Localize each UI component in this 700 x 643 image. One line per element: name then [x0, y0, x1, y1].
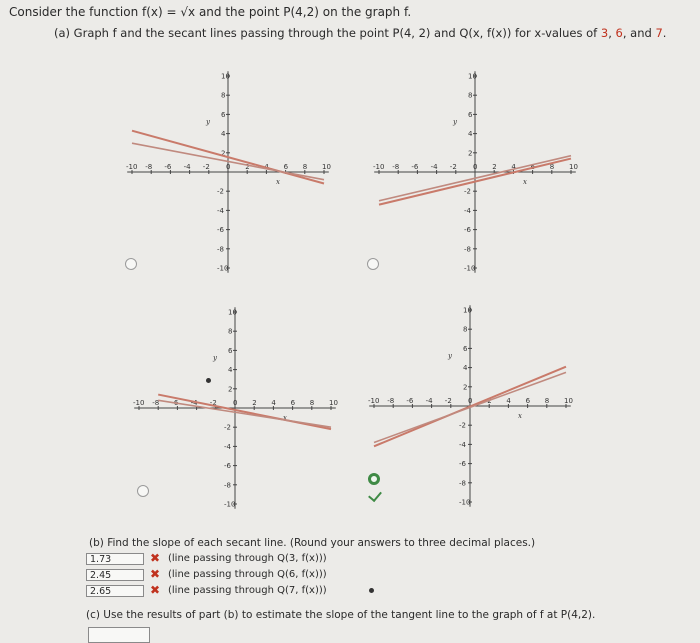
- x-axis-name: x: [523, 178, 527, 186]
- y-tick-label: 10: [468, 72, 477, 81]
- y-tick-label: -6: [464, 226, 471, 235]
- y-tick-label: 2: [221, 149, 226, 158]
- y-tick-label: -4: [217, 206, 224, 215]
- y-tick-label: -6: [224, 462, 231, 471]
- y-tick-label: 8: [468, 91, 473, 100]
- y-tick-label: -4: [224, 442, 231, 451]
- y-tick-label: -8: [217, 245, 224, 254]
- x-tick-label: 2: [245, 163, 250, 171]
- x-tick-label: -10: [126, 163, 138, 171]
- y-tick-label: 10: [228, 308, 237, 317]
- answer-input-part-c[interactable]: [88, 627, 150, 643]
- y-tick-label: 2: [468, 149, 473, 158]
- secant-line: [158, 400, 331, 427]
- x-tick-label: -8: [152, 399, 160, 407]
- y-tick-label: 10: [221, 72, 230, 81]
- incorrect-x-icon: ✖: [150, 567, 161, 581]
- x-tick-label: 4: [511, 163, 516, 171]
- y-tick-label: -6: [217, 226, 224, 235]
- x-tick-label: 6: [290, 399, 296, 407]
- x-tick-label: 2: [492, 163, 497, 171]
- y-tick-label: -4: [459, 440, 466, 449]
- answer-label-3: (line passing through Q(7, f(x))): [168, 585, 327, 596]
- x-tick-label: 2: [487, 397, 492, 405]
- x-tick-label: 4: [506, 397, 511, 405]
- answer-label-1: (line passing through Q(3, f(x))): [168, 553, 327, 564]
- x-axis-name: x: [283, 414, 287, 422]
- x-tick-label: 8: [302, 163, 308, 171]
- x-tick-label: -4: [183, 163, 191, 171]
- y-tick-label: -8: [224, 481, 231, 490]
- radio-button-option-2[interactable]: [367, 258, 379, 270]
- x-value-3: 7: [655, 26, 663, 40]
- y-tick-label: 6: [228, 346, 233, 355]
- y-tick-label: 8: [221, 91, 226, 100]
- x-tick-label: 0: [233, 399, 238, 407]
- question-title: Consider the function f(x) = √x and the point P(4,2) on the graph f.: [9, 5, 412, 19]
- x-tick-label: -10: [368, 397, 380, 405]
- y-tick-label: -2: [217, 187, 224, 196]
- x-tick-label: 10: [322, 163, 331, 171]
- y-tick-label: 4: [463, 364, 468, 373]
- y-tick-label: -8: [459, 479, 466, 488]
- answer-input-3[interactable]: 2.65: [86, 585, 144, 597]
- y-tick-label: 8: [228, 327, 233, 336]
- x-value-2: 6: [615, 26, 623, 40]
- graph-option-2[interactable]: [360, 62, 600, 292]
- answer-input-2[interactable]: 2.45: [86, 569, 144, 581]
- y-tick-label: 6: [468, 110, 473, 119]
- x-tick-label: 4: [264, 163, 269, 171]
- radio-button-option-4-selected[interactable]: [368, 473, 380, 485]
- separator: ,: [608, 26, 616, 40]
- part-a-text: (a) Graph f and the secant lines passing through the point P(4, 2) and Q(x, f(x)) for x-values of: [54, 26, 601, 40]
- x-tick-label: 6: [525, 397, 531, 405]
- y-tick-label: -2: [464, 187, 471, 196]
- x-value-1: 3: [600, 26, 609, 40]
- x-tick-label: 0: [473, 163, 478, 171]
- coordinate-plane: [355, 286, 595, 516]
- x-tick-label: -10: [373, 163, 385, 171]
- y-tick-label: -4: [464, 206, 471, 215]
- y-axis-name: y: [448, 352, 452, 360]
- part-b-instruction: (b) Find the slope of each secant line. (Round your answers to three decimal places.): [89, 537, 536, 549]
- x-tick-label: 6: [530, 163, 536, 171]
- incorrect-x-icon: ✖: [150, 583, 161, 597]
- x-tick-label: -2: [449, 163, 457, 171]
- x-tick-label: 8: [549, 163, 555, 171]
- x-axis-name: x: [518, 412, 522, 420]
- graph-option-3[interactable]: [125, 298, 365, 528]
- y-tick-label: 4: [228, 366, 233, 375]
- x-tick-label: -6: [164, 163, 172, 171]
- x-tick-label: 8: [309, 399, 315, 407]
- y-tick-label: 6: [463, 344, 468, 353]
- y-tick-label: -2: [459, 421, 466, 430]
- x-tick-label: 4: [271, 399, 276, 407]
- graph-option-4[interactable]: [355, 286, 595, 516]
- graph-option-1[interactable]: [115, 62, 355, 292]
- x-tick-label: -6: [406, 397, 414, 405]
- y-tick-label: 2: [463, 383, 468, 392]
- x-tick-label: -2: [444, 397, 452, 405]
- x-tick-label: -8: [392, 163, 400, 171]
- x-tick-label: 10: [329, 399, 338, 407]
- x-tick-label: 8: [544, 397, 550, 405]
- coordinate-plane: [115, 62, 355, 292]
- x-tick-label: 10: [569, 163, 578, 171]
- x-tick-label: 6: [283, 163, 289, 171]
- y-tick-label: -6: [459, 460, 466, 469]
- x-tick-label: -2: [202, 163, 210, 171]
- mouse-cursor-dot: [369, 588, 374, 593]
- x-tick-label: -2: [209, 399, 217, 407]
- x-tick-label: 0: [468, 397, 473, 405]
- coordinate-plane: [125, 298, 365, 528]
- y-tick-label: 6: [221, 110, 226, 119]
- y-tick-label: 4: [468, 130, 473, 139]
- part-c-instruction: (c) Use the results of part (b) to estimate the slope of the tangent line to the graph of f at P(4,2).: [86, 609, 596, 621]
- x-tick-label: -4: [190, 399, 198, 407]
- y-tick-label: 4: [221, 130, 226, 139]
- mouse-cursor-dot: [206, 378, 211, 383]
- y-tick-label: 10: [463, 306, 472, 315]
- coordinate-plane: [360, 62, 600, 292]
- period: .: [662, 26, 667, 40]
- answer-label-2: (line passing through Q(6, f(x))): [168, 569, 327, 580]
- x-tick-label: -4: [430, 163, 438, 171]
- y-tick-label: 8: [463, 325, 468, 334]
- y-axis-name: y: [213, 354, 217, 362]
- y-axis-name: y: [206, 118, 210, 126]
- radio-button-option-3[interactable]: [137, 485, 149, 497]
- y-tick-label: -10: [459, 498, 471, 507]
- y-tick-label: -10: [224, 500, 236, 509]
- x-axis-name: x: [276, 178, 280, 186]
- x-tick-label: -8: [387, 397, 395, 405]
- x-tick-label: -6: [171, 399, 179, 407]
- x-tick-label: 10: [564, 397, 573, 405]
- y-tick-label: -10: [217, 264, 229, 273]
- x-tick-label: -4: [425, 397, 433, 405]
- separator: , and: [622, 26, 656, 40]
- x-tick-label: 0: [226, 163, 231, 171]
- x-tick-label: 2: [252, 399, 257, 407]
- x-tick-label: -10: [133, 399, 145, 407]
- y-tick-label: -10: [464, 264, 476, 273]
- radio-button-option-1[interactable]: [125, 258, 137, 270]
- part-a-instruction: [54, 26, 666, 40]
- x-tick-label: -8: [145, 163, 153, 171]
- y-tick-label: 2: [228, 385, 233, 394]
- y-tick-label: -8: [464, 245, 471, 254]
- incorrect-x-icon: ✖: [150, 551, 161, 565]
- answer-input-1[interactable]: 1.73: [86, 553, 144, 565]
- y-axis-name: y: [453, 118, 457, 126]
- y-tick-label: -2: [224, 423, 231, 432]
- x-tick-label: -6: [411, 163, 419, 171]
